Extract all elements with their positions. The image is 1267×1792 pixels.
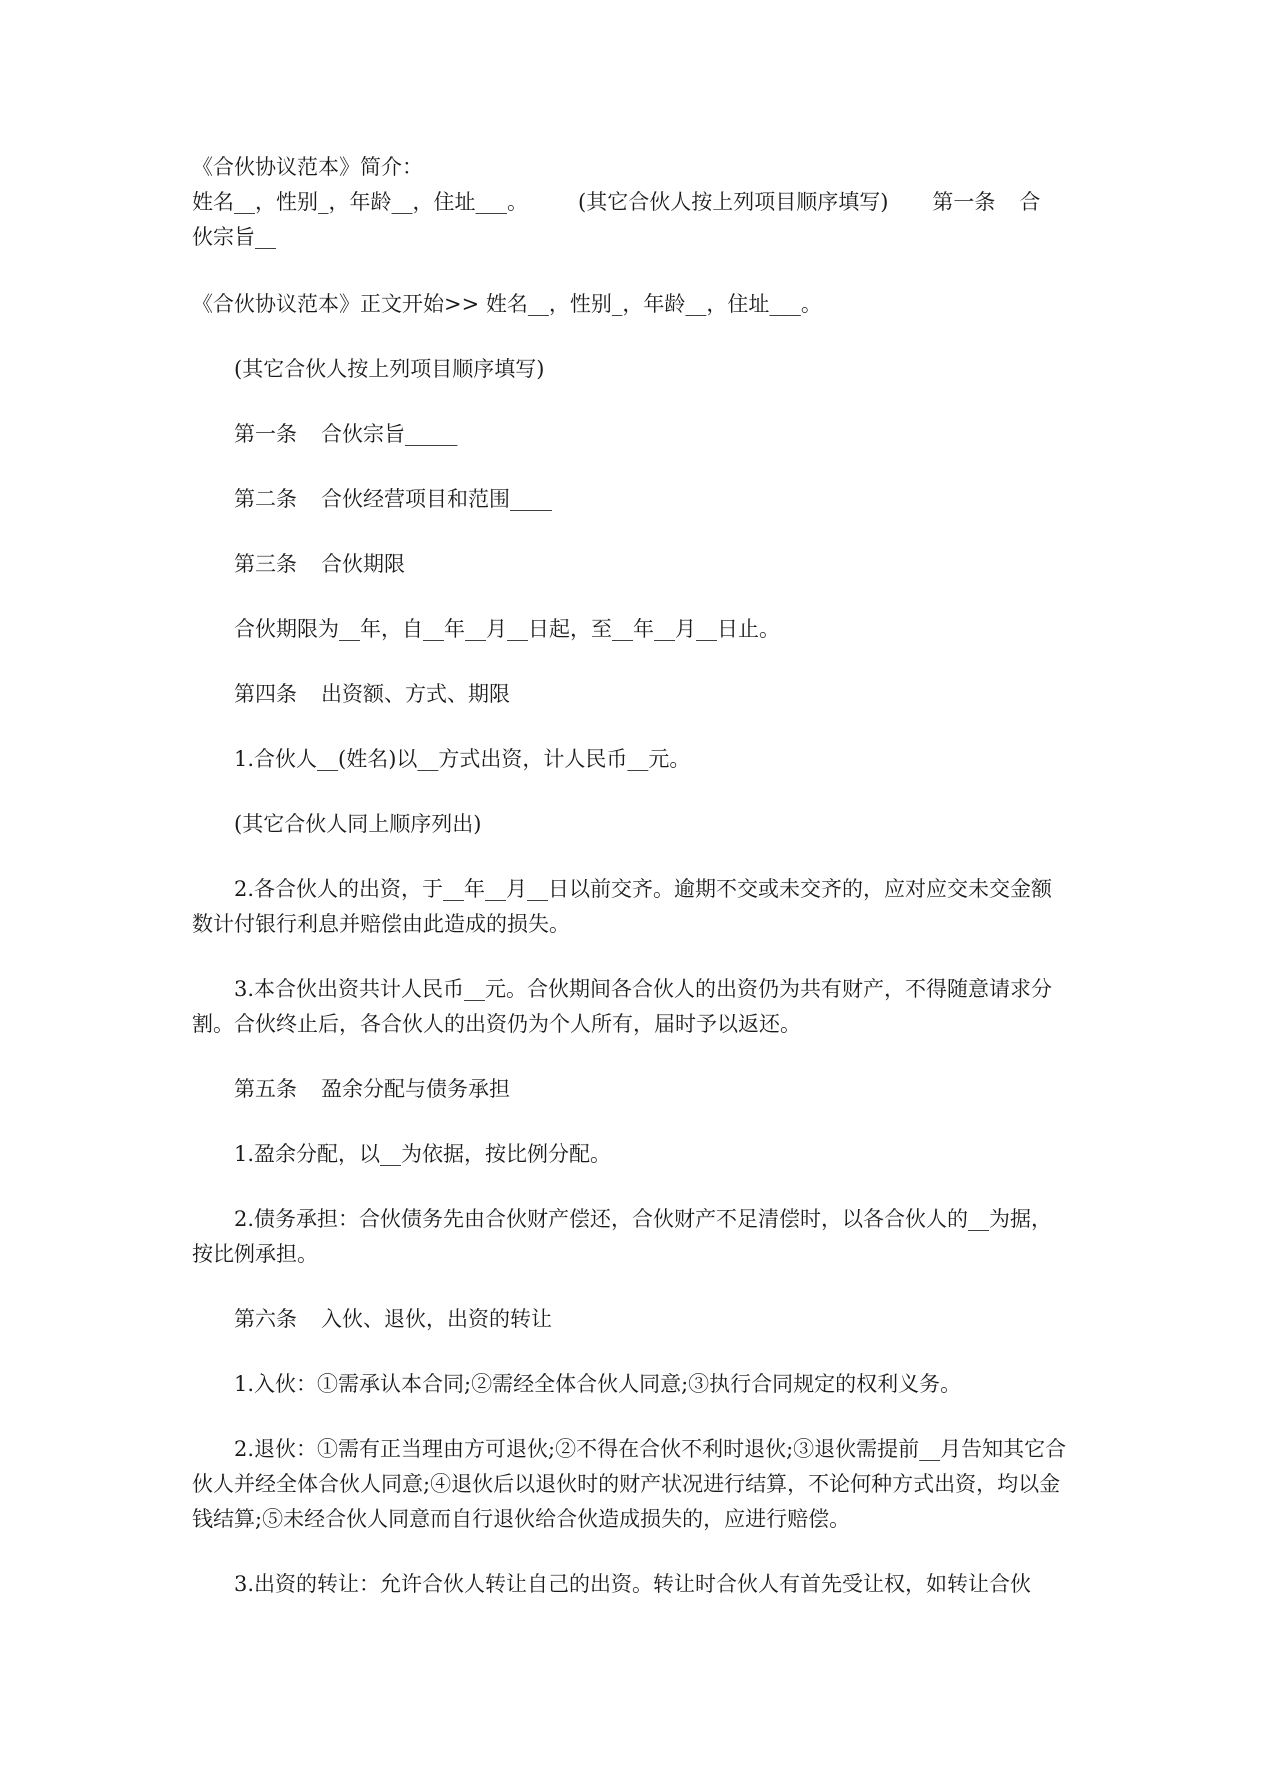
intro-summary [192, 185, 1072, 255]
article-number: 第二条 [234, 487, 297, 511]
document-body [192, 150, 1072, 1602]
paragraph: 合伙期限为__年，自__年__月__日起，至__年__月__日止。 [234, 617, 780, 641]
article-heading [192, 677, 1072, 712]
paragraph: (其它合伙人按上列项目顺序填写) [234, 357, 545, 381]
article-title: 入伙、退伙，出资的转让 [321, 1307, 552, 1331]
article-number: 第五条 [234, 1077, 297, 1101]
intro-fields: 姓名__，性别_，年龄__，住址___。 [192, 190, 528, 214]
paragraph: 1.盈余分配，以__为依据，按比例分配。 [234, 1142, 612, 1166]
paragraph: 1.入伙：①需承认本合同;②需经全体合伙人同意;③执行合同规定的权利义务。 [234, 1372, 962, 1396]
article-title: 盈余分配与债务承担 [321, 1077, 510, 1101]
intro-article-number: 第一条 [932, 190, 996, 214]
intro-article-head: 合 [1019, 190, 1041, 214]
paragraph: 2.各合伙人的出资，于__年__月__日以前交齐。逾期不交或未交齐的，应对应交未交金额数计付银行利息并赔偿由此造成的损失。 [192, 877, 1053, 936]
intro-title: 《合伙协议范本》简介： [192, 155, 423, 179]
paragraph: 2.债务承担：合伙债务先由合伙财产偿还，合伙财产不足清偿时，以各合伙人的__为据，按比例承担。 [192, 1207, 1053, 1266]
intro-article-tail: 伙宗旨__ [192, 225, 276, 249]
article-number: 第四条 [234, 682, 297, 706]
article-heading [192, 547, 1072, 582]
paragraph: 2.退伙：①需有正当理由方可退伙;②不得在合伙不利时退伙;③退伙需提前__月告知其它合伙人并经全体合伙人同意;④退伙后以退伙时的财产状况进行结算，不论何种方式出资，均以金钱结算;⑤未经合伙人同意而自行退伙给合伙造成损失的，应进行赔偿。 [192, 1437, 1067, 1531]
article-heading [192, 1302, 1072, 1337]
article-title: 合伙宗旨_____ [321, 422, 458, 446]
article-title: 合伙期限 [321, 552, 405, 576]
paragraph: 3.出资的转让：允许合伙人转让自己的出资。转让时合伙人有首先受让权，如转让合伙 [234, 1572, 1032, 1596]
article-heading [192, 482, 1072, 517]
paragraph: (其它合伙人同上顺序列出) [234, 812, 482, 836]
article-heading [192, 417, 1072, 452]
paragraph: 1.合伙人__(姓名)以__方式出资，计人民币__元。 [234, 747, 691, 771]
article-heading [192, 1072, 1072, 1107]
intro-note: (其它合伙人按上列项目顺序填写) [578, 190, 889, 214]
article-title: 合伙经营项目和范围____ [321, 487, 552, 511]
article-title: 出资额、方式、期限 [321, 682, 510, 706]
article-number: 第六条 [234, 1307, 297, 1331]
article-number: 第三条 [234, 552, 297, 576]
paragraph: 3.本合伙出资共计人民币__元。合伙期间各合伙人的出资仍为共有财产，不得随意请求分割。合伙终止后，各合伙人的出资仍为个人所有，届时予以返还。 [192, 977, 1053, 1036]
main-text-start: 《合伙协议范本》正文开始>> 姓名__，性别_，年龄__，住址___。 [192, 292, 822, 316]
article-number: 第一条 [234, 422, 297, 446]
